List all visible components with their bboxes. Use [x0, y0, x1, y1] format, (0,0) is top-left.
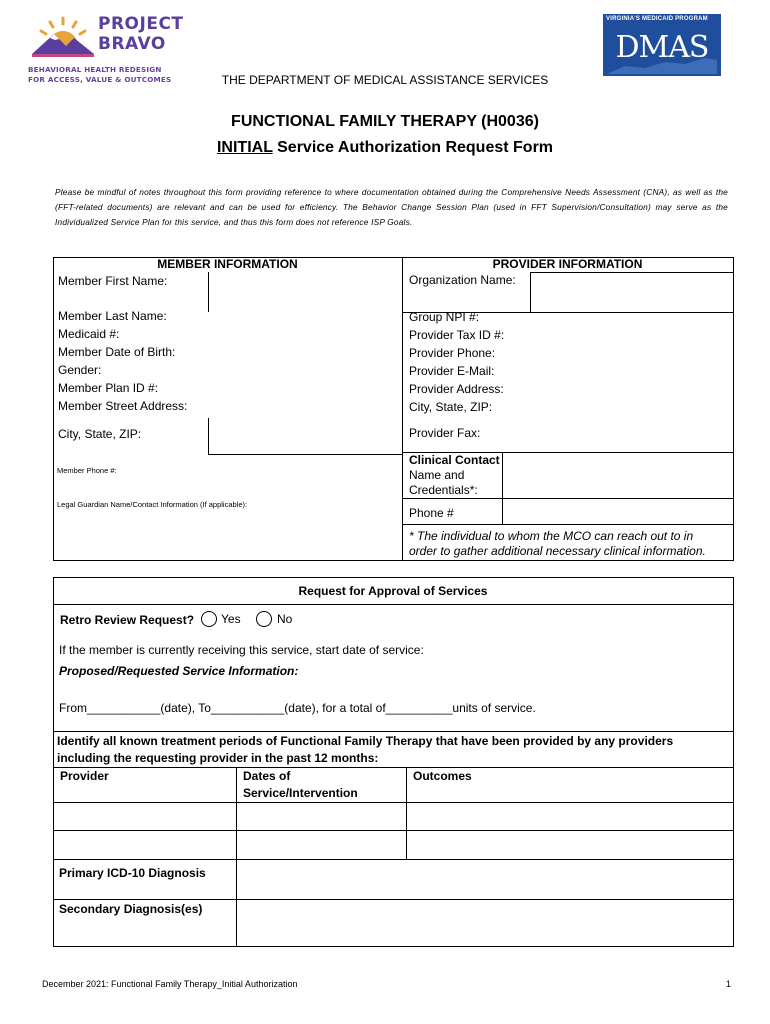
provider-phone-label: Provider Phone: [409, 346, 496, 360]
dates-cell-2[interactable] [238, 832, 404, 857]
dates-cell-1[interactable] [238, 804, 404, 828]
provider-fax-label: Provider Fax: [409, 426, 481, 440]
retro-yes-label: Yes [221, 612, 241, 626]
clinical-contact-field[interactable] [504, 454, 731, 496]
subtitle-initial: INITIAL [216, 139, 273, 156]
member-street-label: Member Street Address: [58, 399, 188, 413]
primary-dx-label: Primary ICD-10 Diagnosis [59, 866, 206, 880]
logo-text-project: PROJECT [98, 14, 184, 34]
provider-address-label: Provider Address: [409, 382, 504, 396]
col-outcomes-header: Outcomes [413, 769, 472, 783]
member-first-name-label: Member First Name: [58, 274, 168, 288]
primary-dx-field[interactable] [238, 861, 731, 897]
member-info-heading: MEMBER INFORMATION [157, 257, 298, 271]
logo-text-bravo: BRAVO [98, 34, 166, 54]
phone2-label: Phone # [409, 506, 454, 520]
clinical-note-line-1: * The individual to whom the MCO can reach out to in [409, 529, 694, 543]
subtitle-rest: Service Authorization Request Form [272, 139, 554, 156]
provider-email-label: Provider E-Mail: [409, 364, 495, 378]
member-last-name-label: Member Last Name: [58, 309, 167, 323]
retro-review-label: Retro Review Request? [60, 613, 195, 627]
proposed-service-heading: Proposed/Requested Service Information: [59, 664, 299, 678]
tax-id-label: Provider Tax ID #: [409, 328, 505, 342]
footer-text: December 2021: Functional Family Therapy_Initial Authorization [42, 979, 298, 989]
credentials-label: Credentials*: [409, 483, 478, 497]
col-provider-header: Provider [60, 769, 109, 783]
outcomes-cell-1[interactable] [408, 804, 731, 828]
department-name: THE DEPARTMENT OF MEDICAL ASSISTANCE SERVICES [221, 73, 549, 87]
name-and-label: Name and [409, 468, 465, 482]
member-plan-id-label: Member Plan ID #: [58, 381, 159, 395]
retro-no-radio[interactable] [256, 611, 272, 627]
gender-label: Gender: [58, 363, 102, 377]
currently-receiving-label: If the member is currently receiving this service, start date of service: [59, 643, 424, 657]
member-city-label: City, State, ZIP: [58, 427, 142, 441]
request-heading: Request for Approval of Services [298, 584, 488, 598]
dmas-caption: VIRGINIA'S MEDICAID PROGRAM [606, 16, 708, 22]
org-name-field[interactable] [532, 274, 731, 310]
org-name-label: Organization Name: [409, 273, 516, 287]
from-to-line: From___________(date), To___________(date), for a total of__________units of service. [59, 701, 536, 715]
secondary-dx-label: Secondary Diagnosis(es) [59, 902, 203, 916]
logo-tagline-1: BEHAVIORAL HEALTH REDESIGN [28, 65, 162, 74]
medicaid-label: Medicaid #: [58, 327, 120, 341]
member-phone-label: Member Phone #: [57, 466, 117, 475]
page-number: 1 [726, 979, 732, 989]
provider-info-heading: PROVIDER INFORMATION [492, 257, 643, 271]
member-dob-label: Member Date of Birth: [58, 345, 176, 359]
clinical-contact-label: Clinical Contact [409, 453, 500, 467]
logo-sun-mountain-icon [28, 14, 98, 60]
member-city-field[interactable] [210, 420, 400, 452]
guardian-label: Legal Guardian Name/Contact Information (If applicable): [57, 500, 248, 509]
provider-city-label: City, State, ZIP: [409, 400, 493, 414]
col-dates-header-2: Service/Intervention [243, 786, 358, 800]
logo-tagline-2: FOR ACCESS, VALUE & OUTCOMES [28, 75, 172, 84]
identify-periods-line-1: Identify all known treatment periods of Functional Family Therapy that have been provided by any providers [57, 734, 674, 748]
provider-cell-1[interactable] [55, 804, 235, 828]
form-subtitle [0, 139, 770, 157]
identify-periods-line-2: including the requesting provider in the past 12 months: [57, 751, 379, 765]
col-dates-header-1: Dates of [243, 769, 291, 783]
retro-yes-radio[interactable] [201, 611, 217, 627]
dmas-name: DMAS [615, 30, 709, 65]
intro-note: Please be mindful of notes throughout this form providing reference to where documentation obtained during the Comprehensive Needs Assessment (CNA), as well as the (FFT-related documents) are relevant and can be used for efficiency. The Behavior Change Session Plan (used in FFT Supervision/Consultation) may serve as the Individualized Service Plan for this service, and thus this form does not reference ISP Goals. [55, 187, 728, 227]
secondary-dx-field[interactable] [238, 901, 731, 944]
outcomes-cell-2[interactable] [408, 832, 731, 857]
clinical-note-line-2: order to gather additional necessary clinical information. [409, 544, 706, 558]
member-first-name-field[interactable] [210, 274, 400, 310]
form-title: FUNCTIONAL FAMILY THERAPY (H0036) [231, 113, 539, 130]
group-npi-label: Group NPI #: [409, 310, 480, 324]
retro-no-label: No [277, 612, 293, 626]
clinical-phone-field[interactable] [504, 500, 731, 522]
provider-cell-2[interactable] [55, 832, 235, 857]
